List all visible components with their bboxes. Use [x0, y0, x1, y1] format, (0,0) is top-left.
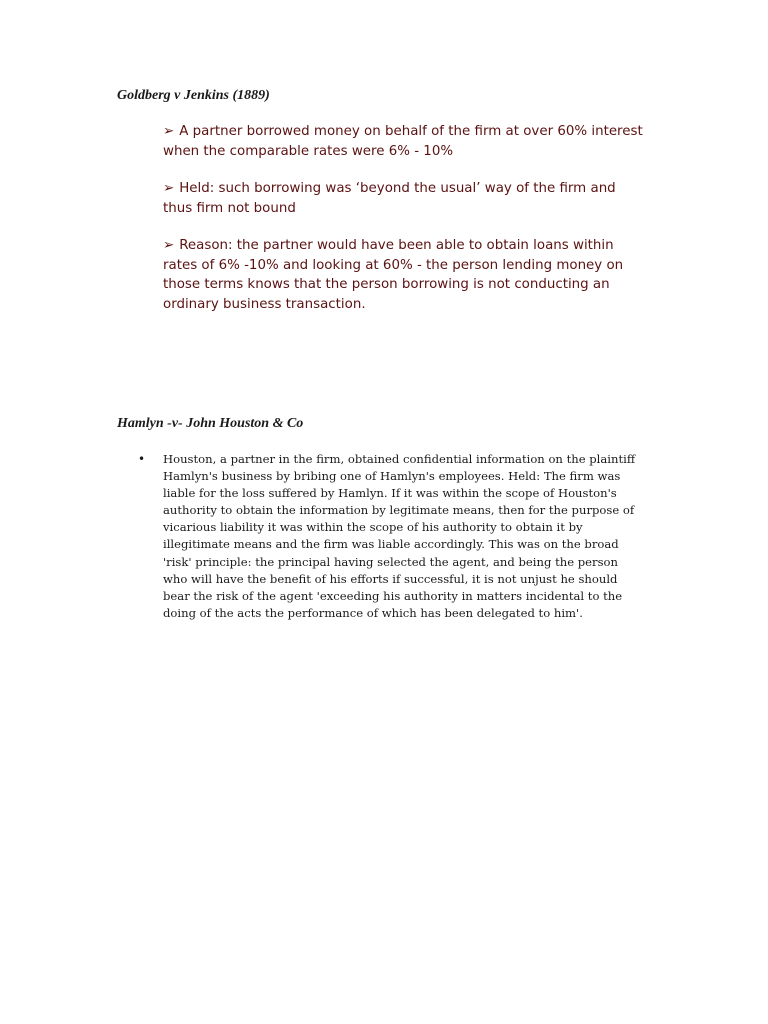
- bullet-icon: •: [138, 452, 146, 466]
- arrow-bullet-icon: ➢: [163, 124, 175, 139]
- hamlyn-points-list: [138, 451, 645, 622]
- list-item: [163, 179, 643, 218]
- point-text: Reason: the partner would have been able to obtain loans within rates of 6% -10% and looking at 60% - the person lending money on those terms knows that the person borrowing is not conducting an ordinary business transaction.: [163, 238, 624, 312]
- list-item: [163, 236, 643, 314]
- point-text: Held: such borrowing was ‘beyond the usual’ way of the firm and thus firm not bound: [163, 181, 616, 216]
- arrow-bullet-icon: ➢: [163, 238, 175, 253]
- goldberg-points-list: [163, 122, 643, 332]
- point-text: Houston, a partner in the firm, obtained confidential information on the plaintiff Hamlyn's business by bribing one of Hamlyn's employees. Held: The firm was liable for the loss suffered by Hamlyn. If it was within the scope of Houston's authority to obtain the information by legitimate means, then for the purpose of vicarious liability it was within the scope of his authority to obtain it by illegitimate means and the firm was liable accordingly. This was on the broad 'risk' principle: the principal having selected the agent, and being the person who will have the benefit of his efforts if successful, it is not unjust he should bear the risk of the agent 'exceeding his authority in matters incidental to the doing of the acts the performance of which has been delegated to him'.: [163, 452, 636, 620]
- point-text: A partner borrowed money on behalf of the firm at over 60% interest when the comparable rates were 6% - 10%: [163, 124, 643, 159]
- list-item: [138, 451, 645, 622]
- case-heading-hamlyn: Hamlyn -v- John Houston & Co: [117, 416, 304, 431]
- list-item: [163, 122, 643, 161]
- arrow-bullet-icon: ➢: [163, 181, 175, 196]
- case-heading-goldberg: Goldberg v Jenkins (1889): [117, 88, 270, 103]
